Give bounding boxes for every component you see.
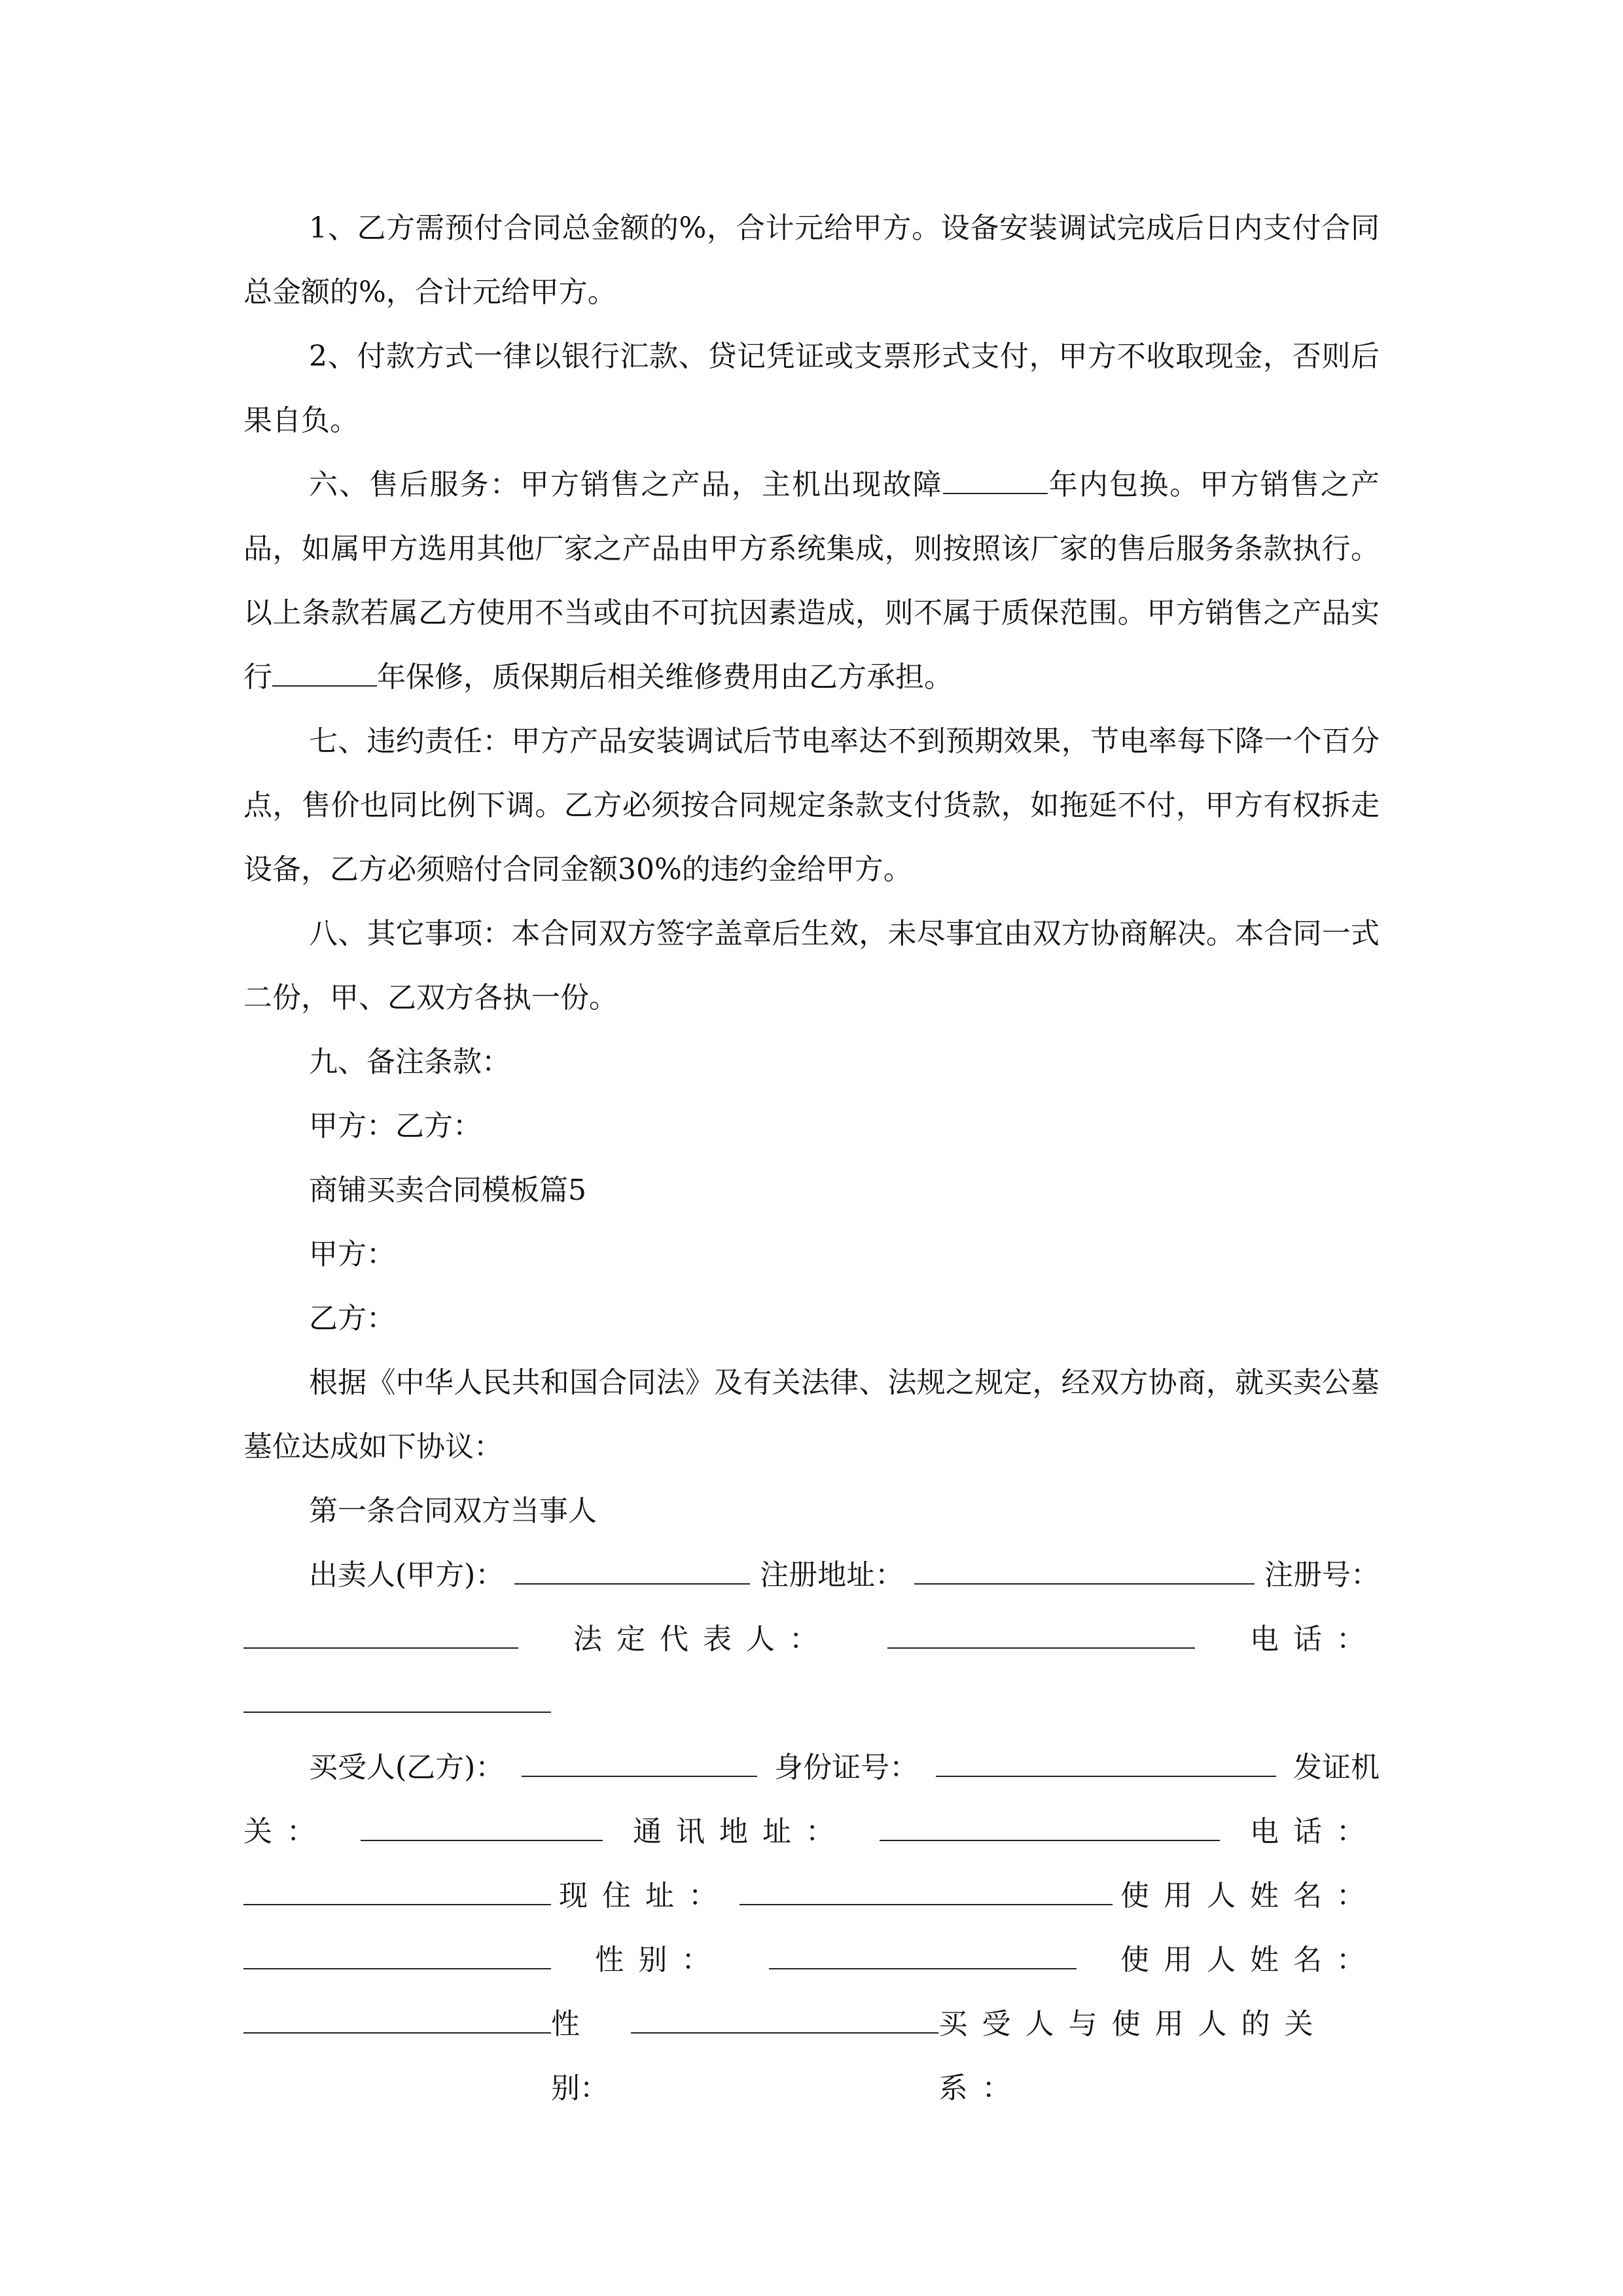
address-label: 通讯地址： <box>633 1815 849 1848</box>
legal-rep-blank[interactable] <box>887 1608 1195 1649</box>
buyer-name-blank[interactable] <box>522 1736 757 1777</box>
replacement-years-blank[interactable] <box>943 454 1048 494</box>
buyer-row-2 <box>243 1800 1380 1864</box>
id-no-blank[interactable] <box>936 1736 1276 1777</box>
buyer-phone-label: 电话： <box>1250 1815 1380 1848</box>
document-page <box>243 196 1380 2121</box>
paragraph-liability: 七、违约责任：甲方产品安装调试后节电率达不到预期效果，节电率每下降一个百分点，售价也同比例下调。乙方必须按合同规定条款支付货款，如拖延不付，甲方有权拆走设备，乙方必须赔付合同金额30%的违约金给甲方。 <box>243 725 1380 886</box>
paragraph-preamble: 根据《中华人民共和国合同法》及有关法律、法规之规定，经双方协商，就买卖公墓墓位达成如下协议： <box>243 1366 1380 1463</box>
relation-label: 买受人与使用人的关系： <box>938 2007 1328 2105</box>
paragraph-payment-1: 1、乙方需预付合同总金额的%，合计元给甲方。设备安装调试完成后日内支付合同总金额的%，合计元给甲方。 <box>243 211 1380 309</box>
issuer-label-a: 发证机 <box>1293 1751 1380 1784</box>
gender-label-2: 性别： <box>551 2007 609 2105</box>
address-blank[interactable] <box>880 1801 1220 1841</box>
user-name-label-2: 使用人姓名： <box>1120 1943 1380 1977</box>
reg-address-blank[interactable] <box>914 1544 1255 1585</box>
buyer-row-3 <box>243 1864 1380 1928</box>
id-no-label: 身份证号： <box>774 1751 919 1784</box>
seller-phone-label: 电话： <box>1250 1623 1380 1656</box>
gender-blank-1[interactable] <box>769 1929 1077 1969</box>
paragraph-remarks: 九、备注条款： <box>309 1045 510 1079</box>
reg-address-label: 注册地址： <box>760 1558 904 1592</box>
buyer-label: 买受人(乙方)： <box>309 1751 505 1784</box>
seller-row-3 <box>243 1672 1380 1736</box>
reg-no-blank[interactable] <box>243 1608 518 1649</box>
issuer-blank[interactable] <box>361 1801 603 1841</box>
buyer-row-1 <box>243 1736 1380 1800</box>
article-one-heading: 第一条合同双方当事人 <box>309 1494 597 1528</box>
legal-rep-label: 法定代表人： <box>573 1623 832 1656</box>
gender-label-1: 性别： <box>595 1943 725 1977</box>
seller-name-blank[interactable] <box>514 1544 750 1585</box>
party-b-label: 乙方： <box>309 1302 395 1335</box>
seller-phone-blank[interactable] <box>243 1672 551 1713</box>
paragraph-parties-signature: 甲方：乙方： <box>309 1109 482 1143</box>
seller-label: 出卖人(甲方)： <box>309 1558 505 1592</box>
reg-no-label: 注册号： <box>1264 1558 1380 1592</box>
seller-row-1 <box>243 1543 1380 1607</box>
buyer-phone-blank[interactable] <box>243 1865 551 1905</box>
paragraph-other-matters: 八、其它事项：本合同双方签字盖章后生效，未尽事宜由双方协商解决。本合同一式二份，甲、乙双方各执一份。 <box>243 917 1380 1014</box>
buyer-row-4 <box>243 1928 1380 1992</box>
user-name-label-1: 使用人姓名： <box>1120 1879 1380 1912</box>
seller-row-2 <box>243 1607 1380 1672</box>
paragraph-after-sales <box>243 453 1380 709</box>
buyer-row-5 <box>243 1992 1380 2121</box>
section-title: 商铺买卖合同模板篇5 <box>309 1174 586 1207</box>
user-name-blank-1[interactable] <box>243 1929 551 1969</box>
after-sales-text-c: 年保修，质保期后相关维修费用由乙方承担。 <box>377 660 953 694</box>
after-sales-text-a: 六、售后服务：甲方销售之产品，主机出现故障 <box>309 468 943 501</box>
after-sales-text-b: 年内包换。甲方销售之产品，如属甲方选用其他厂家之产品由甲方系统集成，则按照该厂家的售后服务条款执行。以上条款若属乙方使用不当或由不可抗因素造成，则不属于质保范围。甲方销售之产品实行 <box>243 468 1380 694</box>
warranty-years-blank[interactable] <box>272 646 377 687</box>
issuer-label-b: 关： <box>243 1815 330 1848</box>
party-a-label: 甲方： <box>309 1238 395 1271</box>
current-address-blank[interactable] <box>740 1865 1113 1905</box>
gender-blank-2[interactable] <box>631 1993 938 2034</box>
current-address-label: 现住址： <box>559 1879 732 1912</box>
user-name-blank-2[interactable] <box>243 1993 551 2034</box>
paragraph-payment-2: 2、付款方式一律以银行汇款、贷记凭证或支票形式支付，甲方不收取现金，否则后果自负。 <box>243 340 1380 437</box>
